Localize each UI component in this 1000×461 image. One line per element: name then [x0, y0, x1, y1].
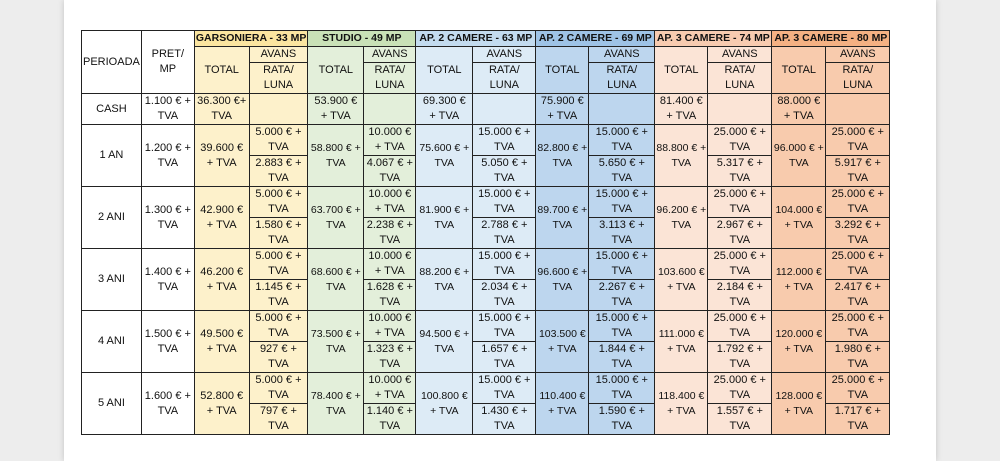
total-cell: 42.900 € + TVA [194, 187, 249, 249]
header-total: TOTAL [194, 47, 249, 94]
avans-cell: 10.000 € + TVA [364, 249, 416, 280]
period-label: 2 ANI [82, 187, 142, 249]
total-cell: 63.700 € + TVA [308, 187, 364, 249]
total-cell: 68.600 € + TVA [308, 249, 364, 311]
header-avans: AVANS [473, 47, 536, 63]
header-avans: AVANS [826, 47, 890, 63]
total-cell: 96.200 € + TVA [655, 187, 708, 249]
total-ap3-80: 88.000 € + TVA [772, 94, 826, 125]
avans-cell: 25.000 € + TVA [826, 311, 890, 342]
avans-cell: 25.000 € + TVA [708, 373, 772, 404]
empty-cell [364, 94, 416, 125]
rata-cell: 1.590 € + TVA [589, 404, 655, 435]
avans-cell: 10.000 € + TVA [364, 125, 416, 156]
total-garsoniera: 36.300 €+ TVA [194, 94, 249, 125]
header-rata: RATA/ LUNA [473, 63, 536, 94]
avans-cell: 15.000 € + TVA [473, 311, 536, 342]
header-avans: AVANS [589, 47, 655, 63]
price-table [81, 30, 890, 435]
total-cell: 52.800 € + TVA [194, 373, 249, 435]
header-property-ap3-74: AP. 3 CAMERE - 74 MP [655, 31, 772, 47]
rata-cell: 1.980 € + TVA [826, 342, 890, 373]
rata-cell: 3.113 € + TVA [589, 218, 655, 249]
header-avans: AVANS [364, 47, 416, 63]
rata-cell: 5.917 € + TVA [826, 156, 890, 187]
rata-cell: 5.650 € + TVA [589, 156, 655, 187]
avans-cell: 25.000 € + TVA [708, 187, 772, 218]
avans-cell: 15.000 € + TVA [473, 373, 536, 404]
price-per-sqm: 1.600 € + TVA [141, 373, 194, 435]
total-cell: 73.500 € + TVA [308, 311, 364, 373]
rata-cell: 2.967 € + TVA [708, 218, 772, 249]
empty-cell [589, 94, 655, 125]
price-per-sqm: 1.200 € + TVA [141, 125, 194, 187]
avans-cell: 25.000 € + TVA [708, 311, 772, 342]
avans-cell: 5.000 € + TVA [249, 249, 308, 280]
total-cell: 88.800 € + TVA [655, 125, 708, 187]
total-ap2-69: 75.900 € + TVA [536, 94, 589, 125]
total-cell: 81.900 € + TVA [416, 187, 473, 249]
total-cell: 78.400 € + TVA [308, 373, 364, 435]
rata-cell: 1.323 € + TVA [364, 342, 416, 373]
total-cell: 103.600 € + TVA [655, 249, 708, 311]
rata-cell: 1.844 € + TVA [589, 342, 655, 373]
total-cell: 120.000 € + TVA [772, 311, 826, 373]
total-cell: 128.000 € + TVA [772, 373, 826, 435]
rata-cell: 1.792 € + TVA [708, 342, 772, 373]
rata-cell: 927 € + TVA [249, 342, 308, 373]
price-per-sqm: 1.300 € + TVA [141, 187, 194, 249]
total-cell: 94.500 € + TVA [416, 311, 473, 373]
rata-cell: 2.788 € + TVA [473, 218, 536, 249]
avans-cell: 15.000 € + TVA [589, 373, 655, 404]
avans-cell: 15.000 € + TVA [589, 249, 655, 280]
avans-cell: 10.000 € + TVA [364, 373, 416, 404]
header-rata: RATA/ LUNA [589, 63, 655, 94]
table-row [82, 125, 890, 156]
avans-cell: 10.000 € + TVA [364, 187, 416, 218]
rata-cell: 2.883 € + TVA [249, 156, 308, 187]
rata-cell: 1.557 € + TVA [708, 404, 772, 435]
header-property-studio: STUDIO - 49 MP [308, 31, 416, 47]
cash-row [82, 94, 890, 125]
total-cell: 96.600 € + TVA [536, 249, 589, 311]
empty-cell [708, 94, 772, 125]
total-studio: 53.900 € + TVA [308, 94, 364, 125]
avans-cell: 10.000 € + TVA [364, 311, 416, 342]
total-cell: 110.400 € + TVA [536, 373, 589, 435]
rata-cell: 4.067 € + TVA [364, 156, 416, 187]
header-avans: AVANS [249, 47, 308, 63]
avans-cell: 25.000 € + TVA [826, 249, 890, 280]
total-cell: 89.700 € + TVA [536, 187, 589, 249]
avans-cell: 25.000 € + TVA [708, 125, 772, 156]
avans-cell: 25.000 € + TVA [826, 373, 890, 404]
total-cell: 104.000 € + TVA [772, 187, 826, 249]
header-row-avans [82, 47, 890, 63]
avans-cell: 15.000 € + TVA [589, 125, 655, 156]
avans-cell: 15.000 € + TVA [473, 187, 536, 218]
total-cell: 103.500 € + TVA [536, 311, 589, 373]
period-label: 1 AN [82, 125, 142, 187]
total-cell: 39.600 € + TVA [194, 125, 249, 187]
avans-cell: 5.000 € + TVA [249, 125, 308, 156]
header-row-properties [82, 31, 890, 47]
period-label: 5 ANI [82, 373, 142, 435]
avans-cell: 25.000 € + TVA [826, 187, 890, 218]
rata-cell: 797 € + TVA [249, 404, 308, 435]
total-ap3-74: 81.400 € + TVA [655, 94, 708, 125]
header-price-per-sqm: PRET/ MP [141, 31, 194, 94]
header-total: TOTAL [308, 47, 364, 94]
header-period: PERIOADA [82, 31, 142, 94]
total-cell: 112.000 € + TVA [772, 249, 826, 311]
table-row [82, 187, 890, 218]
table-row [82, 311, 890, 342]
header-total: TOTAL [772, 47, 826, 94]
table-row [82, 373, 890, 404]
header-rata: RATA/ LUNA [364, 63, 416, 94]
empty-cell [826, 94, 890, 125]
avans-cell: 15.000 € + TVA [589, 187, 655, 218]
table-row [82, 249, 890, 280]
total-cell: 58.800 € + TVA [308, 125, 364, 187]
total-ap2-63: 69.300 € + TVA [416, 94, 473, 125]
document-page [64, 0, 936, 461]
total-cell: 46.200 € + TVA [194, 249, 249, 311]
header-rata: RATA/ LUNA [826, 63, 890, 94]
rata-cell: 2.184 € + TVA [708, 280, 772, 311]
rata-cell: 1.657 € + TVA [473, 342, 536, 373]
period-label: 4 ANI [82, 311, 142, 373]
avans-cell: 15.000 € + TVA [589, 311, 655, 342]
rata-cell: 2.267 € + TVA [589, 280, 655, 311]
header-total: TOTAL [655, 47, 708, 94]
period-label: 3 ANI [82, 249, 142, 311]
header-avans: AVANS [708, 47, 772, 63]
rata-cell: 1.430 € + TVA [473, 404, 536, 435]
rata-cell: 3.292 € + TVA [826, 218, 890, 249]
header-rata: RATA/ LUNA [249, 63, 308, 94]
avans-cell: 25.000 € + TVA [708, 249, 772, 280]
avans-cell: 5.000 € + TVA [249, 311, 308, 342]
avans-cell: 15.000 € + TVA [473, 249, 536, 280]
rata-cell: 1.580 € + TVA [249, 218, 308, 249]
rata-cell: 1.145 € + TVA [249, 280, 308, 311]
rata-cell: 1.717 € + TVA [826, 404, 890, 435]
header-property-garsoniera: GARSONIERA - 33 MP [194, 31, 307, 47]
price-per-sqm: 1.500 € + TVA [141, 311, 194, 373]
total-cell: 49.500 € + TVA [194, 311, 249, 373]
rata-cell: 2.417 € + TVA [826, 280, 890, 311]
empty-cell [249, 94, 308, 125]
rata-cell: 5.317 € + TVA [708, 156, 772, 187]
header-property-ap2-69: AP. 2 CAMERE - 69 MP [536, 31, 655, 47]
price-per-sqm: 1.400 € + TVA [141, 249, 194, 311]
header-total: TOTAL [536, 47, 589, 94]
header-property-ap3-80: AP. 3 CAMERE - 80 MP [772, 31, 890, 47]
price-per-sqm: 1.100 € + TVA [141, 94, 194, 125]
total-cell: 100.800 € + TVA [416, 373, 473, 435]
header-rata: RATA/ LUNA [708, 63, 772, 94]
rata-cell: 5.050 € + TVA [473, 156, 536, 187]
period-label: CASH [82, 94, 142, 125]
rata-cell: 1.628 € + TVA [364, 280, 416, 311]
header-total: TOTAL [416, 47, 473, 94]
total-cell: 88.200 € + TVA [416, 249, 473, 311]
rata-cell: 1.140 € + TVA [364, 404, 416, 435]
total-cell: 96.000 € + TVA [772, 125, 826, 187]
rata-cell: 2.034 € + TVA [473, 280, 536, 311]
header-property-ap2-63: AP. 2 CAMERE - 63 MP [416, 31, 536, 47]
total-cell: 82.800 € + TVA [536, 125, 589, 187]
total-cell: 111.000 € + TVA [655, 311, 708, 373]
total-cell: 75.600 € + TVA [416, 125, 473, 187]
avans-cell: 5.000 € + TVA [249, 373, 308, 404]
avans-cell: 5.000 € + TVA [249, 187, 308, 218]
avans-cell: 15.000 € + TVA [473, 125, 536, 156]
total-cell: 118.400 € + TVA [655, 373, 708, 435]
rata-cell: 2.238 € + TVA [364, 218, 416, 249]
avans-cell: 25.000 € + TVA [826, 125, 890, 156]
empty-cell [473, 94, 536, 125]
